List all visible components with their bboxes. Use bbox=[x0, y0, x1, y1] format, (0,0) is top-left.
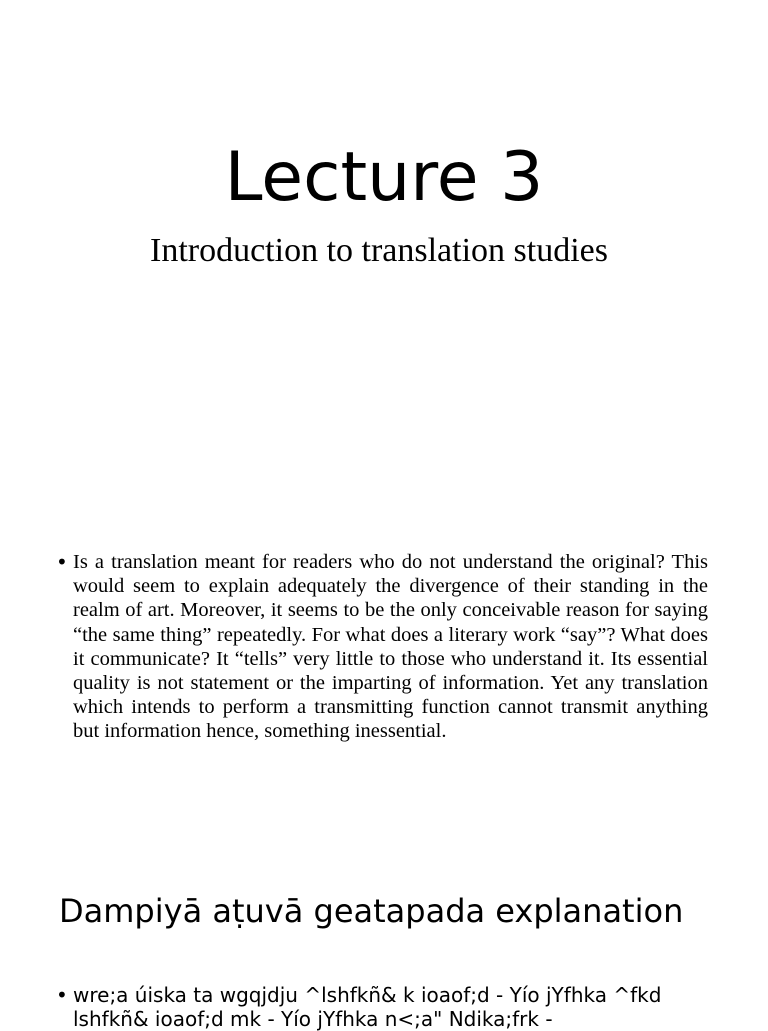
slide-subtitle: Introduction to translation studies bbox=[150, 232, 608, 269]
bullet-icon: • bbox=[56, 550, 68, 574]
bullet-icon: • bbox=[56, 983, 68, 1007]
slide-title: Lecture 3 bbox=[224, 138, 544, 217]
quote-bullet bbox=[56, 550, 708, 744]
section-heading: Dampiyā aṭuvā geatapada explanation bbox=[59, 892, 684, 930]
explanation-text: wre;a úiska ta wgqjdju ^lshfkñ& k ioaof;d - Yío jYfhka ^fkd lshfkñ& ioaof;d mk - Yío jYfhka n<;a" Ndika;frk - bbox=[73, 983, 662, 1031]
quote-paragraph: Is a translation meant for readers who do not understand the original? This would seem to explain adequately the divergence of their standing in the realm of art. Moreover, it seems to be the only conceivable reason for saying “the same thing” repeatedly. For what does a literary work “say”? What does it communicate? It “tells” very little to those who understand it. Its essential quality is not statement or the imparting of information. Yet any translation which intends to perform a transmitting function cannot transmit anything but information hence, something inessential. bbox=[73, 551, 708, 743]
